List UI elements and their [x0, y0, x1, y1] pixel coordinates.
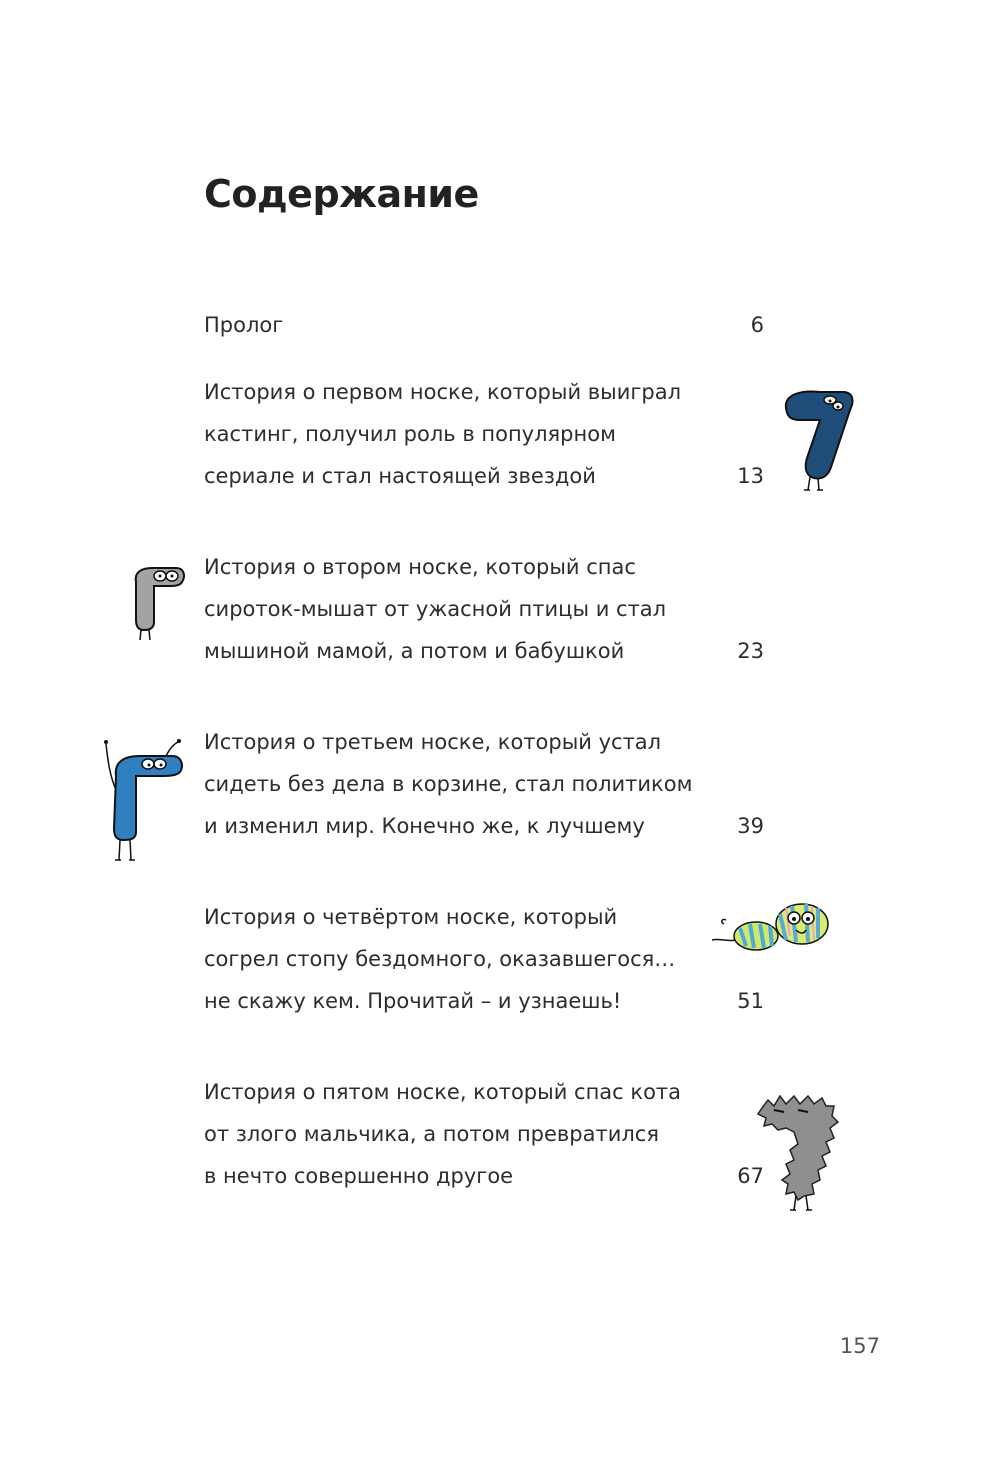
- toc-entry: [204, 304, 674, 346]
- entry-text: сидеть без дела в корзине, стал политиком: [204, 772, 693, 796]
- entry-page-number: 13: [737, 464, 764, 488]
- toc-entry: [204, 721, 693, 847]
- entry-text: История о втором носке, который спас: [204, 555, 636, 579]
- entry-text: в нечто совершенно другое: [204, 1164, 514, 1188]
- toc-entry: [204, 546, 674, 672]
- entry-text: История о третьем носке, который устал: [204, 730, 662, 754]
- entry-text: Пролог: [204, 313, 284, 337]
- entry-text: История о четвёртом носке, который: [204, 905, 618, 929]
- toc-entry: [204, 1071, 682, 1197]
- entry-text: сериале и стал настоящей звездой: [204, 464, 596, 488]
- entry-text: История о пятом носке, который спас кота: [204, 1080, 682, 1104]
- striped-sock-illustration: [706, 896, 836, 962]
- blue-sock-illustration: [100, 736, 190, 866]
- entry-page-number: 67: [737, 1164, 764, 1188]
- entry-page-number: 6: [750, 313, 764, 337]
- entry-page-number: 23: [737, 639, 764, 663]
- entry-text: сироток-мышат от ужасной птицы и стал: [204, 597, 667, 621]
- entry-text: от злого мальчика, а потом превратился: [204, 1122, 659, 1146]
- page-number-footer: 157: [839, 1334, 880, 1358]
- entry-text: История о первом носке, который выиграл: [204, 380, 682, 404]
- page-title: Содержание: [204, 172, 479, 216]
- entry-text: не скажу кем. Прочитай – и узнаешь!: [204, 989, 622, 1013]
- dark-blue-sock-illustration: [780, 386, 860, 496]
- fuzzy-sock-illustration: [754, 1088, 844, 1218]
- entry-page-number: 51: [737, 989, 764, 1013]
- entry-text: мышиной мамой, а потом и бабушкой: [204, 639, 625, 663]
- entry-text: кастинг, получил роль в популярном: [204, 422, 616, 446]
- grey-sock-illustration: [128, 562, 188, 644]
- entry-text: согрел стопу бездомного, оказавшегося…: [204, 947, 676, 971]
- entry-page-number: 39: [737, 814, 764, 838]
- toc-entry: [204, 896, 674, 1022]
- entry-text: и изменил мир. Конечно же, к лучшему: [204, 814, 645, 838]
- toc-entry: [204, 371, 682, 497]
